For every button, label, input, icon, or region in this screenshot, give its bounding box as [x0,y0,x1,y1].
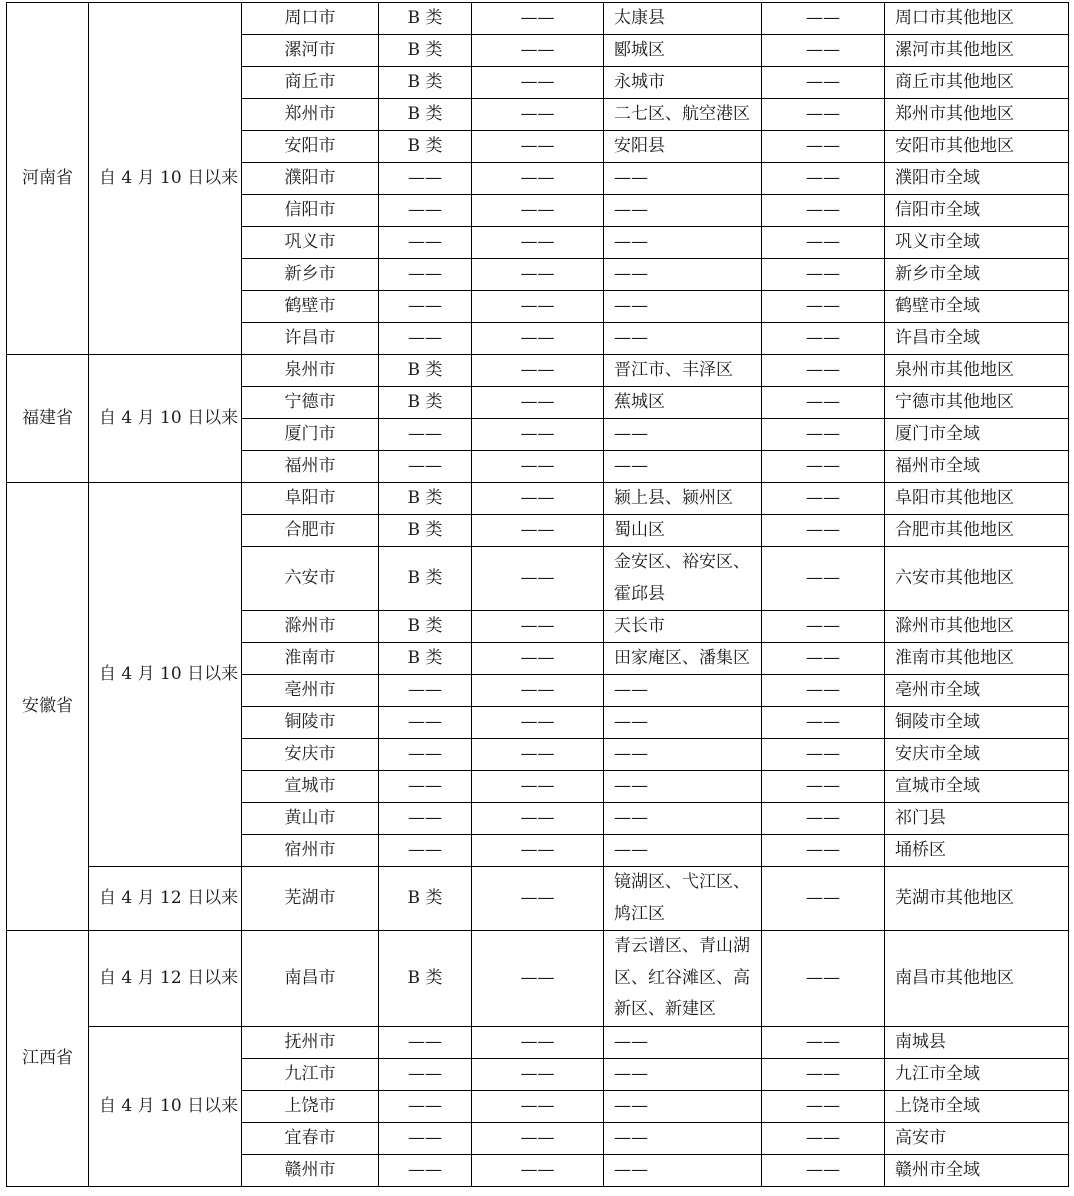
empty-dash-cell: —— [762,835,885,867]
city-cell: 淮南市 [242,643,379,675]
city-cell: 抚州市 [242,1027,379,1059]
city-cell: 赣州市 [242,1155,379,1187]
risk-class-cell: B 类 [379,355,472,387]
city-cell: 铜陵市 [242,707,379,739]
empty-dash-cell: —— [762,99,885,131]
empty-dash-cell: —— [762,227,885,259]
other-area-cell: 信阳市全域 [885,195,1069,227]
empty-dash-cell: —— [472,547,604,611]
district-cell: 太康县 [604,3,762,35]
district-cell: 田家庵区、潘集区 [604,643,762,675]
empty-dash-cell: —— [472,419,604,451]
city-cell: 亳州市 [242,675,379,707]
city-cell: 南昌市 [242,931,379,1027]
other-area-cell: 六安市其他地区 [885,547,1069,611]
other-area-cell: 合肥市其他地区 [885,515,1069,547]
other-area-cell: 商丘市其他地区 [885,67,1069,99]
empty-dash-cell: —— [472,1091,604,1123]
risk-class-cell: —— [379,259,472,291]
empty-dash-cell: —— [762,739,885,771]
district-cell: 安阳县 [604,131,762,163]
table-row [7,355,1069,387]
empty-dash-cell: —— [472,1059,604,1091]
period-cell: 自 4 月 12 日以来 [89,867,242,931]
period-cell: 自 4 月 12 日以来 [89,931,242,1027]
risk-class-cell: —— [379,707,472,739]
empty-dash-cell: —— [762,867,885,931]
city-cell: 安庆市 [242,739,379,771]
city-cell: 新乡市 [242,259,379,291]
empty-dash-cell: —— [472,611,604,643]
district-cell: —— [604,195,762,227]
risk-class-cell: B 类 [379,3,472,35]
other-area-cell: 铜陵市全域 [885,707,1069,739]
empty-dash-cell: —— [762,1123,885,1155]
other-area-cell: 安阳市其他地区 [885,131,1069,163]
district-cell: 天长市 [604,611,762,643]
empty-dash-cell: —— [472,771,604,803]
district-cell: 蕉城区 [604,387,762,419]
city-cell: 泉州市 [242,355,379,387]
empty-dash-cell: —— [472,1123,604,1155]
city-cell: 宣城市 [242,771,379,803]
district-cell: —— [604,1123,762,1155]
risk-class-cell: B 类 [379,131,472,163]
risk-class-cell: —— [379,291,472,323]
city-cell: 福州市 [242,451,379,483]
city-cell: 安阳市 [242,131,379,163]
risk-class-cell: B 类 [379,67,472,99]
empty-dash-cell: —— [762,387,885,419]
risk-class-cell: —— [379,1155,472,1187]
empty-dash-cell: —— [472,451,604,483]
risk-class-cell: —— [379,419,472,451]
district-cell: —— [604,1027,762,1059]
city-cell: 厦门市 [242,419,379,451]
other-area-cell: 九江市全域 [885,1059,1069,1091]
risk-class-cell: —— [379,739,472,771]
district-cell: 郾城区 [604,35,762,67]
other-area-cell: 安庆市全域 [885,739,1069,771]
city-cell: 九江市 [242,1059,379,1091]
empty-dash-cell: —— [762,611,885,643]
province-cell: 福建省 [7,355,89,483]
district-cell: 金安区、裕安区、霍邱县 [604,547,762,611]
risk-class-cell: —— [379,835,472,867]
empty-dash-cell: —— [762,675,885,707]
empty-dash-cell: —— [472,35,604,67]
empty-dash-cell: —— [472,163,604,195]
city-cell: 商丘市 [242,67,379,99]
district-cell: 蜀山区 [604,515,762,547]
other-area-cell: 阜阳市其他地区 [885,483,1069,515]
region-table [6,2,1069,1187]
empty-dash-cell: —— [762,1027,885,1059]
risk-class-cell: B 类 [379,547,472,611]
district-cell: —— [604,707,762,739]
empty-dash-cell: —— [762,771,885,803]
city-cell: 宜春市 [242,1123,379,1155]
other-area-cell: 宣城市全域 [885,771,1069,803]
city-cell: 宿州市 [242,835,379,867]
risk-class-cell: —— [379,163,472,195]
risk-class-cell: —— [379,451,472,483]
risk-class-cell: B 类 [379,931,472,1027]
empty-dash-cell: —— [762,259,885,291]
empty-dash-cell: —— [762,291,885,323]
empty-dash-cell: —— [472,131,604,163]
other-area-cell: 滁州市其他地区 [885,611,1069,643]
city-cell: 六安市 [242,547,379,611]
city-cell: 芜湖市 [242,867,379,931]
city-cell: 许昌市 [242,323,379,355]
district-cell: —— [604,675,762,707]
empty-dash-cell: —— [762,163,885,195]
empty-dash-cell: —— [762,355,885,387]
empty-dash-cell: —— [762,515,885,547]
other-area-cell: 南城县 [885,1027,1069,1059]
district-cell: —— [604,1155,762,1187]
empty-dash-cell: —— [472,67,604,99]
empty-dash-cell: —— [762,3,885,35]
risk-class-cell: B 类 [379,483,472,515]
risk-class-cell: —— [379,227,472,259]
empty-dash-cell: —— [762,803,885,835]
district-cell: —— [604,163,762,195]
empty-dash-cell: —— [472,355,604,387]
city-cell: 滁州市 [242,611,379,643]
other-area-cell: 新乡市全域 [885,259,1069,291]
city-cell: 濮阳市 [242,163,379,195]
period-cell: 自 4 月 10 日以来 [89,483,242,867]
district-cell: —— [604,451,762,483]
risk-class-cell: B 类 [379,99,472,131]
risk-class-cell: B 类 [379,515,472,547]
empty-dash-cell: —— [762,931,885,1027]
district-cell: —— [604,835,762,867]
district-cell: —— [604,419,762,451]
empty-dash-cell: —— [472,675,604,707]
empty-dash-cell: —— [472,1155,604,1187]
city-cell: 阜阳市 [242,483,379,515]
other-area-cell: 巩义市全域 [885,227,1069,259]
empty-dash-cell: —— [762,451,885,483]
district-cell: —— [604,227,762,259]
city-cell: 合肥市 [242,515,379,547]
other-area-cell: 祁门县 [885,803,1069,835]
empty-dash-cell: —— [762,643,885,675]
other-area-cell: 鹤壁市全域 [885,291,1069,323]
district-cell: 镜湖区、弋江区、鸠江区 [604,867,762,931]
empty-dash-cell: —— [472,803,604,835]
other-area-cell: 淮南市其他地区 [885,643,1069,675]
empty-dash-cell: —— [472,227,604,259]
other-area-cell: 濮阳市全域 [885,163,1069,195]
empty-dash-cell: —— [762,547,885,611]
empty-dash-cell: —— [472,387,604,419]
empty-dash-cell: —— [472,739,604,771]
city-cell: 黄山市 [242,803,379,835]
other-area-cell: 芜湖市其他地区 [885,867,1069,931]
city-cell: 上饶市 [242,1091,379,1123]
empty-dash-cell: —— [472,643,604,675]
district-cell: 颍上县、颍州区 [604,483,762,515]
province-cell: 江西省 [7,931,89,1187]
table-row [7,3,1069,35]
empty-dash-cell: —— [762,35,885,67]
other-area-cell: 埇桥区 [885,835,1069,867]
table-row [7,1027,1069,1059]
district-cell: —— [604,739,762,771]
empty-dash-cell: —— [762,67,885,99]
empty-dash-cell: —— [472,835,604,867]
risk-class-cell: B 类 [379,643,472,675]
empty-dash-cell: —— [762,1059,885,1091]
district-cell: —— [604,803,762,835]
other-area-cell: 周口市其他地区 [885,3,1069,35]
province-cell: 河南省 [7,3,89,355]
empty-dash-cell: —— [472,867,604,931]
district-cell: —— [604,291,762,323]
other-area-cell: 厦门市全域 [885,419,1069,451]
province-cell: 安徽省 [7,483,89,931]
empty-dash-cell: —— [762,1091,885,1123]
city-cell: 巩义市 [242,227,379,259]
empty-dash-cell: —— [472,931,604,1027]
risk-class-cell: —— [379,675,472,707]
other-area-cell: 上饶市全域 [885,1091,1069,1123]
empty-dash-cell: —— [762,195,885,227]
city-cell: 信阳市 [242,195,379,227]
other-area-cell: 亳州市全域 [885,675,1069,707]
empty-dash-cell: —— [472,99,604,131]
empty-dash-cell: —— [762,323,885,355]
risk-class-cell: —— [379,1091,472,1123]
other-area-cell: 高安市 [885,1123,1069,1155]
district-cell: 晋江市、丰泽区 [604,355,762,387]
table-body [7,3,1069,1187]
city-cell: 漯河市 [242,35,379,67]
other-area-cell: 福州市全域 [885,451,1069,483]
risk-class-cell: —— [379,771,472,803]
empty-dash-cell: —— [762,419,885,451]
risk-class-cell: —— [379,803,472,835]
empty-dash-cell: —— [762,483,885,515]
empty-dash-cell: —— [762,131,885,163]
other-area-cell: 郑州市其他地区 [885,99,1069,131]
other-area-cell: 赣州市全域 [885,1155,1069,1187]
district-cell: 二七区、航空港区 [604,99,762,131]
empty-dash-cell: —— [472,195,604,227]
other-area-cell: 漯河市其他地区 [885,35,1069,67]
other-area-cell: 宁德市其他地区 [885,387,1069,419]
district-cell: —— [604,323,762,355]
district-cell: —— [604,1091,762,1123]
empty-dash-cell: —— [472,483,604,515]
empty-dash-cell: —— [762,1155,885,1187]
risk-class-cell: B 类 [379,35,472,67]
empty-dash-cell: —— [472,515,604,547]
city-cell: 周口市 [242,3,379,35]
other-area-cell: 许昌市全域 [885,323,1069,355]
district-cell: 永城市 [604,67,762,99]
empty-dash-cell: —— [472,1027,604,1059]
period-cell: 自 4 月 10 日以来 [89,3,242,355]
district-cell: —— [604,1059,762,1091]
risk-class-cell: —— [379,323,472,355]
empty-dash-cell: —— [472,323,604,355]
empty-dash-cell: —— [472,707,604,739]
empty-dash-cell: —— [762,707,885,739]
risk-class-cell: —— [379,195,472,227]
city-cell: 郑州市 [242,99,379,131]
other-area-cell: 泉州市其他地区 [885,355,1069,387]
table-row [7,483,1069,515]
table-row [7,931,1069,1027]
risk-class-cell: B 类 [379,387,472,419]
risk-class-cell: —— [379,1059,472,1091]
period-cell: 自 4 月 10 日以来 [89,355,242,483]
table-row [7,867,1069,931]
risk-class-cell: B 类 [379,867,472,931]
city-cell: 鹤壁市 [242,291,379,323]
risk-class-cell: B 类 [379,611,472,643]
district-cell: 青云谱区、青山湖区、红谷滩区、高新区、新建区 [604,931,762,1027]
empty-dash-cell: —— [472,3,604,35]
other-area-cell: 南昌市其他地区 [885,931,1069,1027]
period-cell: 自 4 月 10 日以来 [89,1027,242,1187]
district-cell: —— [604,259,762,291]
risk-class-cell: —— [379,1123,472,1155]
risk-class-cell: —— [379,1027,472,1059]
city-cell: 宁德市 [242,387,379,419]
empty-dash-cell: —— [472,291,604,323]
district-cell: —— [604,771,762,803]
empty-dash-cell: —— [472,259,604,291]
